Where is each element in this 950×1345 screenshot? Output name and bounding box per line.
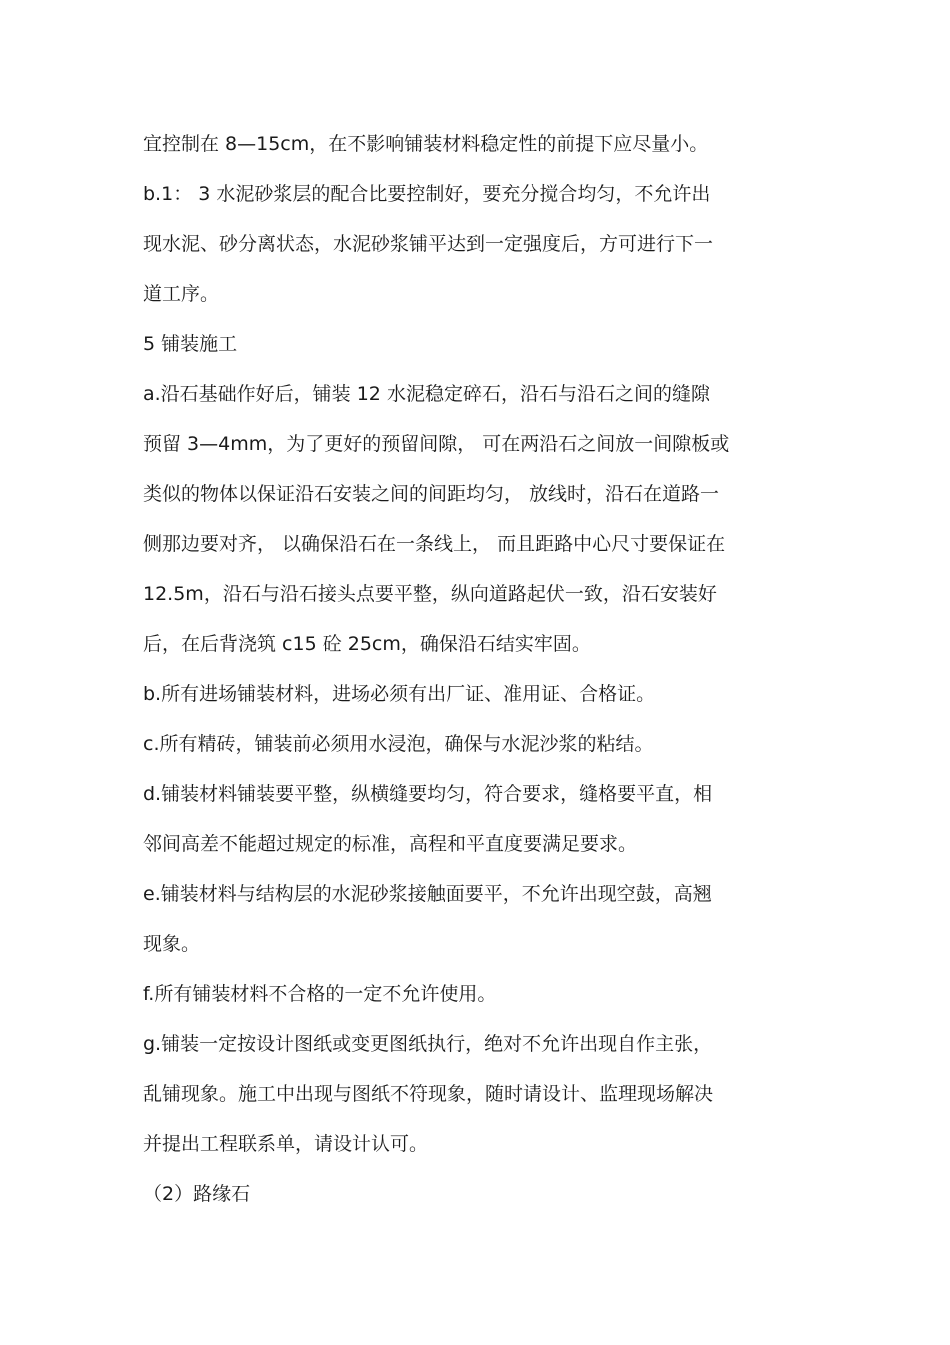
text-line: 乱铺现象。施工中出现与图纸不符现象，随时请设计、监理现场解决 bbox=[143, 1083, 714, 1105]
text-line: 道工序。 bbox=[143, 283, 220, 305]
section-heading: （2）路缘石 bbox=[143, 1183, 251, 1205]
text-line: 12.5m，沿石与沿石接头点要平整，纵向道路起伏一致，沿石安装好 bbox=[143, 583, 717, 605]
text-line: 现象。 bbox=[143, 933, 201, 955]
text-line: 现水泥、砂分离状态，水泥砂浆铺平达到一定强度后，方可进行下一 bbox=[143, 233, 714, 255]
section-heading: 5 铺装施工 bbox=[143, 333, 238, 355]
text-line: d.铺装材料铺装要平整，纵横缝要均匀，符合要求，缝格要平直，相 bbox=[143, 783, 713, 805]
document-body bbox=[143, 124, 813, 1224]
text-line: 后，在后背浇筑 c15 砼 25cm，确保沿石结实牢固。 bbox=[143, 633, 591, 655]
text-line: g.铺装一定按设计图纸或变更图纸执行，绝对不允许出现自作主张， bbox=[143, 1033, 713, 1055]
text-line: b.所有进场铺装材料，进场必须有出厂证、准用证、合格证。 bbox=[143, 683, 656, 705]
text-line: 并提出工程联系单，请设计认可。 bbox=[143, 1133, 429, 1155]
text-line: c.所有精砖，铺装前必须用水浸泡，确保与水泥沙浆的粘结。 bbox=[143, 733, 654, 755]
text-line: 类似的物体以保证沿石安装之间的间距均匀， 放线时，沿石在道路一 bbox=[143, 483, 720, 505]
text-line: 宜控制在 8—15cm，在不影响铺装材料稳定性的前提下应尽量小。 bbox=[143, 133, 709, 155]
text-line: b.1： 3 水泥砂浆层的配合比要控制好，要充分搅合均匀，不允许出 bbox=[143, 183, 711, 205]
text-line: 邻间高差不能超过规定的标准，高程和平直度要满足要求。 bbox=[143, 833, 638, 855]
text-line: e.铺装材料与结构层的水泥砂浆接触面要平，不允许出现空鼓，高翘 bbox=[143, 883, 712, 905]
text-line: f.所有铺装材料不合格的一定不允许使用。 bbox=[143, 983, 497, 1005]
text-line: 预留 3—4mm，为了更好的预留间隙， 可在两沿石之间放一间隙板或 bbox=[143, 433, 730, 455]
text-line: a.沿石基础作好后，铺装 12 水泥稳定碎石，沿石与沿石之间的缝隙 bbox=[143, 383, 710, 405]
text-line: 侧那边要对齐， 以确保沿石在一条线上， 而且距路中心尺寸要保证在 bbox=[143, 533, 726, 555]
